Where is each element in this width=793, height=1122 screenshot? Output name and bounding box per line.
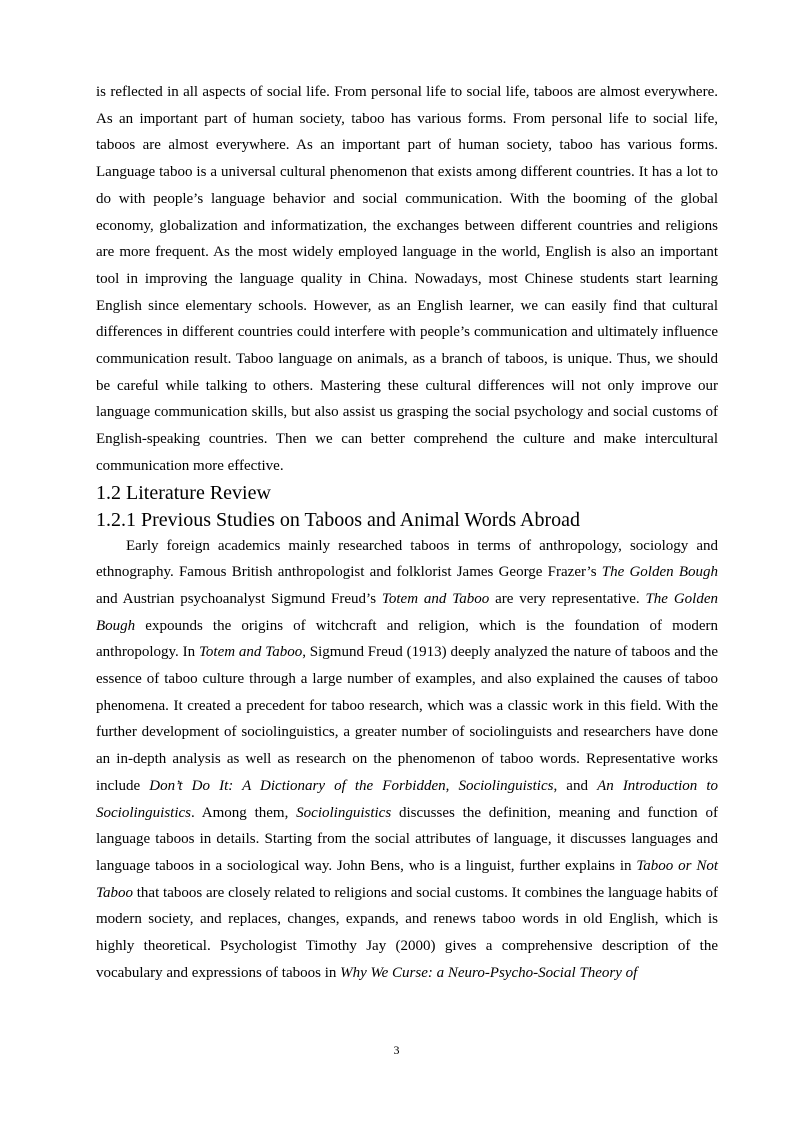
book-title: Why We Curse: a Neuro-Psycho-Social Theory of	[340, 964, 638, 981]
text-run: , and	[553, 777, 598, 794]
text-run: . Among them,	[191, 804, 297, 821]
page-number: 3	[393, 1043, 400, 1057]
document-page	[96, 79, 718, 987]
paragraph-intro: is reflected in all aspects of social life. From personal life to social life, taboos are almost everywhere. As an important part of human society, taboo has various forms. From personal life to social life, taboos are almost everywhere. As an important part of human society, taboo has various forms. Language taboo is a universal cultural phenomenon that exists among different countries. It has a lot to do with people’s language behavior and social communication. With the booming of the global economy, globalization and informatization, the exchanges between different countries and religions are more frequent. As the most widely employed language in the world, English is also an important tool in improving the language quality in China. Nowadays, most Chinese students start learning English since elementary schools. However, as an English learner, we can easily find that cultural differences in different countries could interfere with people’s communication and ultimately influence communication result. Taboo language on animals, as a branch of taboos, is unique. Thus, we should be careful while talking to others. Mastering these cultural differences will not only improve our language communication skills, but also assist us grasping the social psychology and social customs of English-speaking countries. Then we can better comprehend the culture and make intercultural communication more effective.	[96, 84, 718, 474]
book-title: Taboo or Not Taboo	[96, 857, 718, 901]
book-title: Sociolinguistics	[296, 804, 392, 821]
book-title: Don’t Do It: A Dictionary of the Forbidden	[149, 777, 446, 794]
text-run: ,	[445, 777, 459, 794]
text-run: are very representative.	[489, 590, 646, 607]
book-title: An Introduction to Sociolinguistics	[96, 777, 719, 821]
book-title: Totem and Taboo	[381, 590, 490, 607]
text-run: Early foreign academics mainly researched taboos in terms of anthropology, sociology and ethnography. Famous British anthropologist and folklorist James George Frazer’s	[96, 537, 718, 581]
book-title: Sociolinguistics	[458, 777, 554, 794]
text-run: , Sigmund Freud (1913) deeply analyzed the nature of taboos and the essence of taboo culture through a large number of examples, and also explained the causes of taboo phenomena. It created a precedent for taboo research, which was a classic work in this field. With the further development of sociolinguistics, a greater number of sociolinguists and researchers have done an in-depth analysis as well as research on the phenomenon of taboo words. Representative works include	[96, 644, 719, 794]
paragraph-literature	[96, 533, 718, 987]
text-run: discusses the definition, meaning and function of language taboos in details. Starting from the social attributes of language, it discusses languages and language taboos in a sociological way. John Bens, who is a linguist, further explains in	[96, 804, 718, 874]
book-title: The Golden Bough	[96, 590, 718, 634]
subsection-heading-previous-studies: 1.2.1 Previous Studies on Taboos and Animal Words Abroad	[96, 508, 581, 531]
book-title: Totem and Taboo	[198, 644, 303, 661]
book-title: The Golden Bough	[601, 564, 718, 581]
section-heading-literature-review: 1.2 Literature Review	[96, 481, 271, 504]
text-run: that taboos are closely related to religions and social customs. It combines the language habits of modern society, and replaces, changes, expands, and renews taboo words in old English, which is highly theoretical. Psychologist Timothy Jay (2000) gives a comprehensive description of the vocabulary and expressions of taboos in	[96, 884, 718, 981]
text-run: expounds the origins of witchcraft and religion, which is the foundation of modern anthropology. In	[96, 617, 718, 661]
text-run: and Austrian psychoanalyst Sigmund Freud’s	[96, 590, 382, 607]
